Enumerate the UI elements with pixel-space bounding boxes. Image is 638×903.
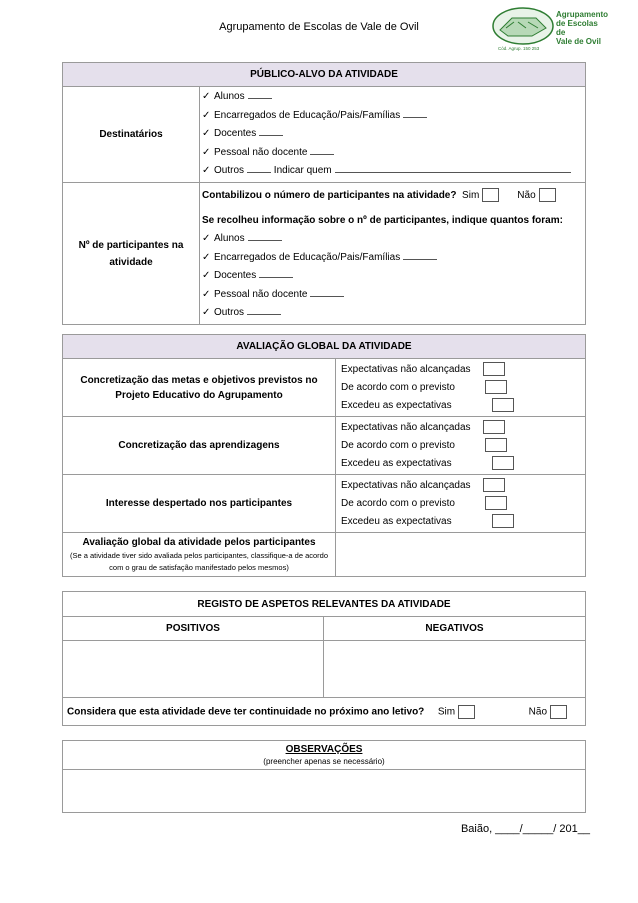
avaliacao-row-metas: Concretização das metas e objetivos previstos no Projeto Educativo do Agrupamento <box>63 359 336 417</box>
footer-date-line[interactable]: Baião, ____/_____/ 201__ <box>460 823 590 835</box>
option-row: Excedeu as expectativas <box>341 455 585 473</box>
continuidade-nao-checkbox[interactable] <box>550 705 567 719</box>
checkmark-icon: ✓ <box>202 165 211 177</box>
continuidade-question: Considera que esta atividade deve ter continuidade no próximo ano letivo? <box>67 706 425 718</box>
page-header-title: Agrupamento de Escolas de Vale de Ovil <box>219 21 419 33</box>
part-item-encarregados: ✓ Encarregados de Educação/Pais/Famílias <box>202 249 585 268</box>
avaliacao-participantes-note: (Se a atividade tiver sido avaliada pelos participantes, classifique-a de acordo com o grau de satisfação manifestado pelos mesmos) <box>69 551 329 572</box>
continuidade-row <box>63 698 586 726</box>
observacoes-table <box>62 740 586 813</box>
avaliacao-participantes-title: Avaliação global da atividade pelos participantes <box>82 537 316 548</box>
continuidade-nao-label: Não <box>528 706 548 718</box>
checkmark-icon: ✓ <box>202 128 211 140</box>
part-encarregados-blank[interactable] <box>403 249 437 260</box>
indicar-quem-blank[interactable] <box>335 162 571 173</box>
aprend-nao-alcancadas-checkbox[interactable] <box>483 420 505 434</box>
negativos-textarea[interactable] <box>324 641 586 698</box>
pessoal-blank[interactable] <box>310 144 334 155</box>
checkmark-icon: ✓ <box>202 251 211 263</box>
option-row: Expectativas não alcançadas <box>341 361 585 379</box>
interesse-excedeu-checkbox[interactable] <box>492 514 514 528</box>
participantes-label: Nº de participantes na atividade <box>63 183 200 325</box>
metas-excedeu-checkbox[interactable] <box>492 398 514 412</box>
dest-item-outros: ✓ Outros Indicar quem <box>202 162 585 181</box>
observacoes-header <box>63 741 586 770</box>
encarregados-blank[interactable] <box>403 107 427 118</box>
observacoes-textarea[interactable] <box>63 770 586 813</box>
interesse-nao-alcancadas-checkbox[interactable] <box>483 478 505 492</box>
part-docentes-blank[interactable] <box>259 267 293 278</box>
dest-item-pessoal: ✓ Pessoal não docente <box>202 144 585 163</box>
checkmark-icon: ✓ <box>202 91 211 103</box>
avaliacao-options-interesse <box>336 475 586 533</box>
avaliacao-options-aprendizagens <box>336 417 586 475</box>
checkmark-icon: ✓ <box>202 233 211 244</box>
observacoes-title: OBSERVAÇÕES <box>285 744 363 755</box>
positivos-header: POSITIVOS <box>63 617 324 641</box>
part-pessoal-blank[interactable] <box>310 286 344 297</box>
metas-previsto-checkbox[interactable] <box>485 380 507 394</box>
avaliacao-table <box>62 334 586 577</box>
continuidade-sim-label: Sim <box>437 706 456 718</box>
part-item-outros: ✓ Outros <box>202 304 585 323</box>
logo-text: Agrupamento de Escolas de Vale de Ovil <box>556 10 608 46</box>
participantes-block <box>200 183 586 325</box>
publico-alvo-header: PÚBLICO-ALVO DA ATIVIDADE <box>63 63 586 87</box>
option-row: Expectativas não alcançadas <box>341 477 585 495</box>
option-row: De acordo com o previsto <box>341 495 585 513</box>
school-logo <box>492 6 608 54</box>
avaliacao-row-interesse: Interesse despertado nos participantes <box>63 475 336 533</box>
checkmark-icon: ✓ <box>202 270 211 281</box>
negativos-header: NEGATIVOS <box>324 617 586 641</box>
registo-table <box>62 591 586 726</box>
part-outros-blank[interactable] <box>247 304 281 315</box>
part-item-pessoal: ✓ Pessoal não docente <box>202 286 585 305</box>
recolheu-question: Se recolheu informação sobre o nº de participantes, indique quantos foram: <box>202 214 563 226</box>
contabilizou-question: Contabilizou o número de participantes na atividade? Sim Não <box>202 187 585 206</box>
part-item-docentes: ✓ Docentes <box>202 267 585 286</box>
contabilizou-sim-checkbox[interactable] <box>482 188 499 202</box>
avaliacao-options-metas <box>336 359 586 417</box>
option-row: De acordo com o previsto <box>341 379 585 397</box>
aprend-excedeu-checkbox[interactable] <box>492 456 514 470</box>
interesse-previsto-checkbox[interactable] <box>485 496 507 510</box>
part-alunos-blank[interactable] <box>248 230 282 241</box>
registo-header: REGISTO DE ASPETOS RELEVANTES DA ATIVIDADE <box>63 592 586 617</box>
metas-nao-alcancadas-checkbox[interactable] <box>483 362 505 376</box>
checkmark-icon: ✓ <box>202 288 211 300</box>
destinatarios-label: Destinatários <box>63 87 200 183</box>
option-row: Excedeu as expectativas <box>341 513 585 531</box>
aprend-previsto-checkbox[interactable] <box>485 438 507 452</box>
dest-item-encarregados: ✓ Encarregados de Educação/Pais/Famílias <box>202 107 585 126</box>
checkmark-icon: ✓ <box>202 109 211 121</box>
docentes-blank[interactable] <box>259 125 283 136</box>
observacoes-subtitle: (preencher apenas se necessário) <box>263 757 385 766</box>
avaliacao-row-aprendizagens: Concretização das aprendizagens <box>63 417 336 475</box>
option-row: De acordo com o previsto <box>341 437 585 455</box>
option-row: Expectativas não alcançadas <box>341 419 585 437</box>
continuidade-sim-checkbox[interactable] <box>458 705 475 719</box>
logo-code: Cód. Agrup. 150 253 <box>498 46 540 51</box>
positivos-textarea[interactable] <box>63 641 324 698</box>
destinatarios-list <box>200 87 586 183</box>
avaliacao-row-participantes <box>63 533 336 577</box>
school-building-icon <box>492 6 554 46</box>
part-item-alunos: ✓ Alunos <box>202 230 585 249</box>
dest-item-docentes: ✓ Docentes <box>202 125 585 144</box>
alunos-blank[interactable] <box>248 88 272 99</box>
avaliacao-participantes-answer[interactable] <box>336 533 586 577</box>
checkmark-icon: ✓ <box>202 307 211 318</box>
avaliacao-header: AVALIAÇÃO GLOBAL DA ATIVIDADE <box>63 335 586 359</box>
outros-blank[interactable] <box>247 162 271 173</box>
checkmark-icon: ✓ <box>202 146 211 158</box>
option-row: Excedeu as expectativas <box>341 397 585 415</box>
contabilizou-nao-checkbox[interactable] <box>539 188 556 202</box>
dest-item-alunos: ✓ Alunos <box>202 88 585 107</box>
publico-alvo-table <box>62 62 586 325</box>
